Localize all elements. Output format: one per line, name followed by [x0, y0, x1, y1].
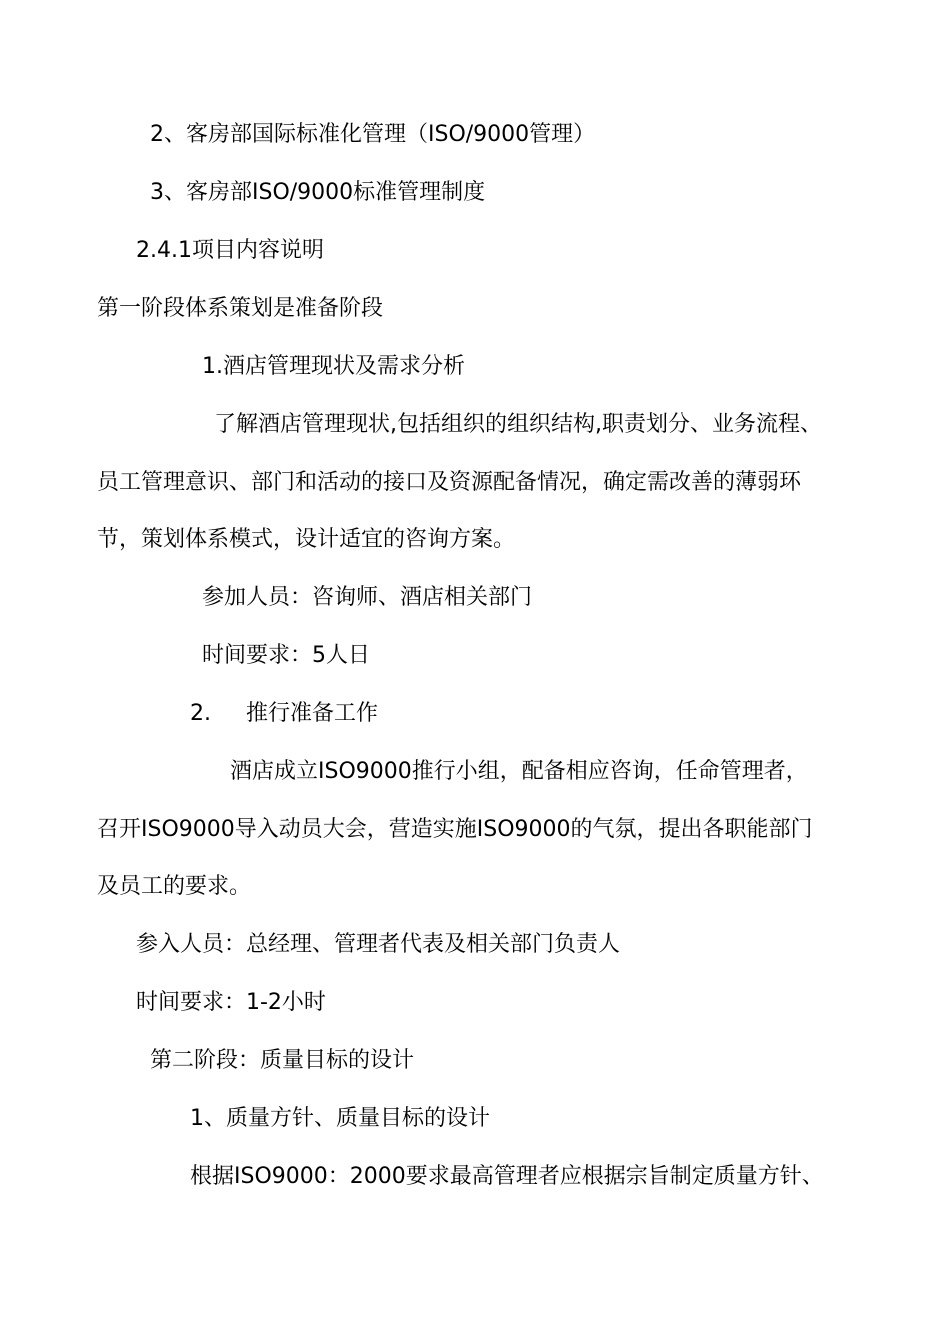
step-1-heading: 1.酒店管理现状及需求分析	[202, 354, 465, 379]
phase-two-heading: 第二阶段：质量目标的设计	[150, 1048, 415, 1073]
section-item-2: 2、客房部国际标准化管理（ISO/9000管理）	[150, 122, 596, 147]
paragraph-line: 根据ISO9000：2000要求最高管理者应根据宗旨制定质量方针、	[190, 1164, 824, 1189]
phase-one-heading: 第一阶段体系策划是准备阶段	[97, 296, 384, 321]
paragraph-line: 节，策划体系模式，设计适宜的咨询方案。	[97, 527, 516, 552]
paragraph-line: 召开ISO9000导入动员大会，营造实施ISO9000的气氛，提出各职能部门	[97, 817, 813, 842]
time-requirement-line: 时间要求：1-2小时	[136, 990, 326, 1015]
step-2-heading: 2. 推行准备工作	[190, 701, 378, 726]
time-requirement-line: 时间要求：5人日	[202, 643, 370, 668]
paragraph-line: 了解酒店管理现状,包括组织的组织结构,职责划分、业务流程、	[214, 412, 822, 437]
section-item-3: 3、客房部ISO/9000标准管理制度	[150, 180, 486, 205]
participants-line: 参加人员：咨询师、酒店相关部门	[202, 585, 533, 610]
step-1-heading: 1、质量方针、质量目标的设计	[190, 1106, 490, 1131]
participants-line: 参入人员：总经理、管理者代表及相关部门负责人	[136, 932, 621, 957]
paragraph-line: 酒店成立ISO9000推行小组，配备相应咨询，任命管理者，	[230, 759, 808, 784]
paragraph-line: 员工管理意识、部门和活动的接口及资源配备情况，确定需改善的薄弱环	[97, 470, 802, 495]
paragraph-line: 及员工的要求。	[97, 874, 252, 899]
subsection-heading: 2.4.1项目内容说明	[136, 238, 324, 263]
